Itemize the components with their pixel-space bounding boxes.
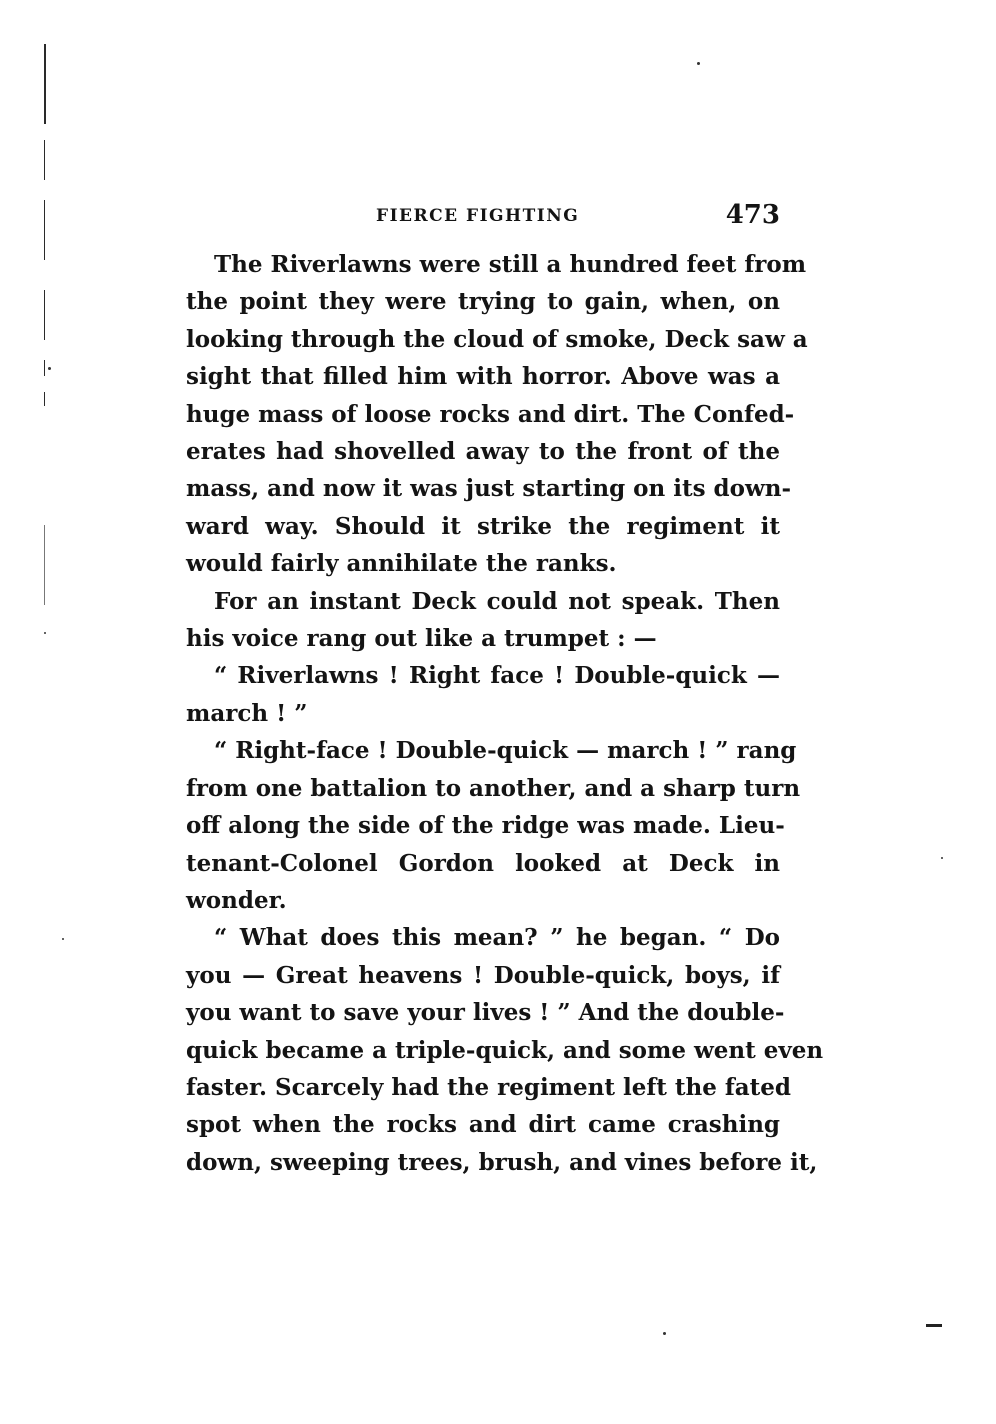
text-line: you want to save your lives ! ” And the double-: [186, 999, 785, 1027]
text-line: faster. Scarcely had the regiment left the fated: [186, 1073, 792, 1101]
text-line: huge mass of loose rocks and dirt. The Confed-: [186, 400, 795, 428]
text-line: ward way. Should it strike the regiment it: [186, 512, 780, 540]
text-line: his voice rang out like a trumpet : —: [186, 625, 657, 653]
text-line: spot when the rocks and dirt came crashing: [186, 1111, 780, 1139]
scan-speck: [62, 938, 64, 940]
text-line: tenant-Colonel Gordon looked at Deck in: [186, 849, 780, 877]
scan-speck: [941, 857, 943, 859]
text-line: wonder.: [186, 886, 287, 914]
scan-speck: [48, 367, 51, 370]
text-line: march ! ”: [186, 699, 308, 727]
text-line: The Riverlawns were still a hundred feet from: [214, 251, 807, 278]
scan-edge-mark: [44, 200, 45, 260]
body-text: [186, 246, 824, 1181]
text-line: from one battalion to another, and a sharp turn: [186, 774, 801, 802]
text-line: mass, and now it was just starting on its down-: [186, 475, 792, 503]
scan-edge-mark: [44, 525, 45, 605]
scan-edge-mark: [44, 392, 45, 406]
text-line: “ Right-face ! Double-quick — march ! ” rang: [214, 737, 797, 765]
scan-speck: [697, 62, 700, 65]
text-line: would fairly annihilate the ranks.: [186, 550, 617, 578]
scan-edge-mark: [926, 1324, 942, 1327]
scan-edge-mark: [44, 290, 45, 340]
running-header: [186, 200, 780, 240]
text-line: you — Great heavens ! Double-quick, boys, if: [186, 961, 780, 989]
text-line: off along the side of the ridge was made. Lieu-: [186, 812, 785, 840]
text-line: “ What does this mean? ” he began. “ Do: [214, 924, 780, 952]
text-line: down, sweeping trees, brush, and vines before it,: [186, 1148, 818, 1176]
page-number: 473: [725, 200, 780, 230]
running-title: FIERCE FIGHTING: [376, 206, 580, 226]
text-line: quick became a triple-quick, and some went even: [186, 1036, 824, 1064]
text-line: For an instant Deck could not speak. Then: [214, 587, 780, 615]
scan-speck: [663, 1332, 666, 1335]
scan-edge-mark: [44, 140, 45, 180]
scan-speck: [44, 632, 46, 634]
text-line: the point they were trying to gain, when, on: [186, 288, 780, 316]
scan-edge-mark: [44, 44, 46, 124]
text-line: sight that filled him with horror. Above was a: [186, 363, 780, 391]
text-line: “ Riverlawns ! Right face ! Double-quick —: [214, 662, 780, 690]
scan-edge-mark: [44, 360, 45, 376]
text-line: erates had shovelled away to the front of the: [186, 438, 780, 466]
text-line: looking through the cloud of smoke, Deck saw a: [186, 325, 808, 353]
